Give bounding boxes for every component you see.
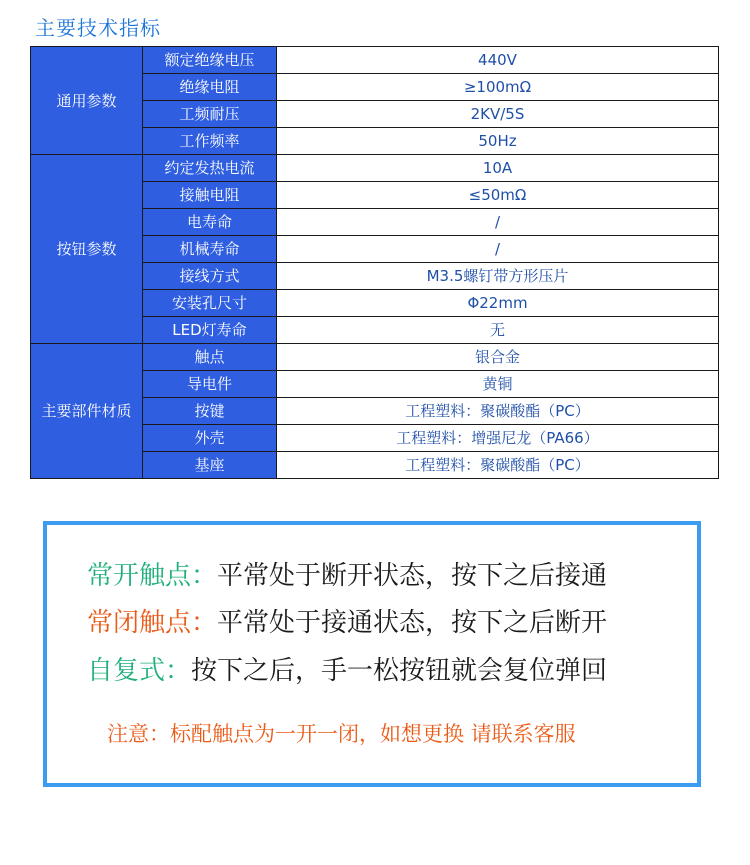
notice-box	[43, 521, 701, 787]
param-label: 绝缘电阻	[143, 74, 277, 101]
notice-key: 常开触点：	[87, 561, 218, 591]
param-label: 约定发热电流	[143, 155, 277, 182]
spec-table	[30, 46, 719, 479]
param-value: ≤50mΩ	[277, 182, 719, 209]
param-label: 导电件	[143, 371, 277, 398]
group-cell: 主要部件材质	[31, 344, 143, 479]
param-value: Φ22mm	[277, 290, 719, 317]
param-label: 按键	[143, 398, 277, 425]
param-label: 工频耐压	[143, 101, 277, 128]
notice-line-self-reset	[87, 650, 607, 687]
param-value: 2KV/5S	[277, 101, 719, 128]
param-label: 基座	[143, 452, 277, 479]
param-value: 工程塑料：增强尼龙（PA66）	[277, 425, 719, 452]
param-value: 440V	[277, 47, 719, 74]
notice-key: 常闭触点：	[87, 608, 218, 638]
notice-key: 自复式：	[87, 656, 192, 686]
param-value: 10A	[277, 155, 719, 182]
table-row	[31, 155, 719, 182]
param-label: 触点	[143, 344, 277, 371]
param-label: 电寿命	[143, 209, 277, 236]
notice-line-normally-open	[87, 555, 607, 592]
param-label: 工作频率	[143, 128, 277, 155]
table-row	[31, 47, 719, 74]
param-value: ≥100mΩ	[277, 74, 719, 101]
notice-text: 平常处于接通状态，按下之后断开	[217, 608, 608, 638]
param-label: 额定绝缘电压	[143, 47, 277, 74]
table-row	[31, 344, 719, 371]
param-value: /	[277, 209, 719, 236]
param-value: 无	[277, 317, 719, 344]
notice-warning: 注意：标配触点为一开一闭，如想更换 请联系客服	[107, 722, 576, 746]
notice-line-normally-closed	[87, 602, 607, 639]
param-value: 工程塑料：聚碳酸酯（PC）	[277, 398, 719, 425]
section-title: 主要技术指标	[35, 16, 161, 40]
param-value: 工程塑料：聚碳酸酯（PC）	[277, 452, 719, 479]
notice-text: 平常处于断开状态，按下之后接通	[217, 561, 608, 591]
param-value: 银合金	[277, 344, 719, 371]
group-cell: 通用参数	[31, 47, 143, 155]
param-value: 50Hz	[277, 128, 719, 155]
param-label: LED灯寿命	[143, 317, 277, 344]
notice-text: 按下之后，手一松按钮就会复位弹回	[191, 656, 608, 686]
param-label: 机械寿命	[143, 236, 277, 263]
param-value: /	[277, 236, 719, 263]
param-label: 安装孔尺寸	[143, 290, 277, 317]
param-label: 外壳	[143, 425, 277, 452]
group-cell: 按钮参数	[31, 155, 143, 344]
param-label: 接触电阻	[143, 182, 277, 209]
param-value: 黄铜	[277, 371, 719, 398]
param-value: M3.5螺钉带方形压片	[277, 263, 719, 290]
param-label: 接线方式	[143, 263, 277, 290]
